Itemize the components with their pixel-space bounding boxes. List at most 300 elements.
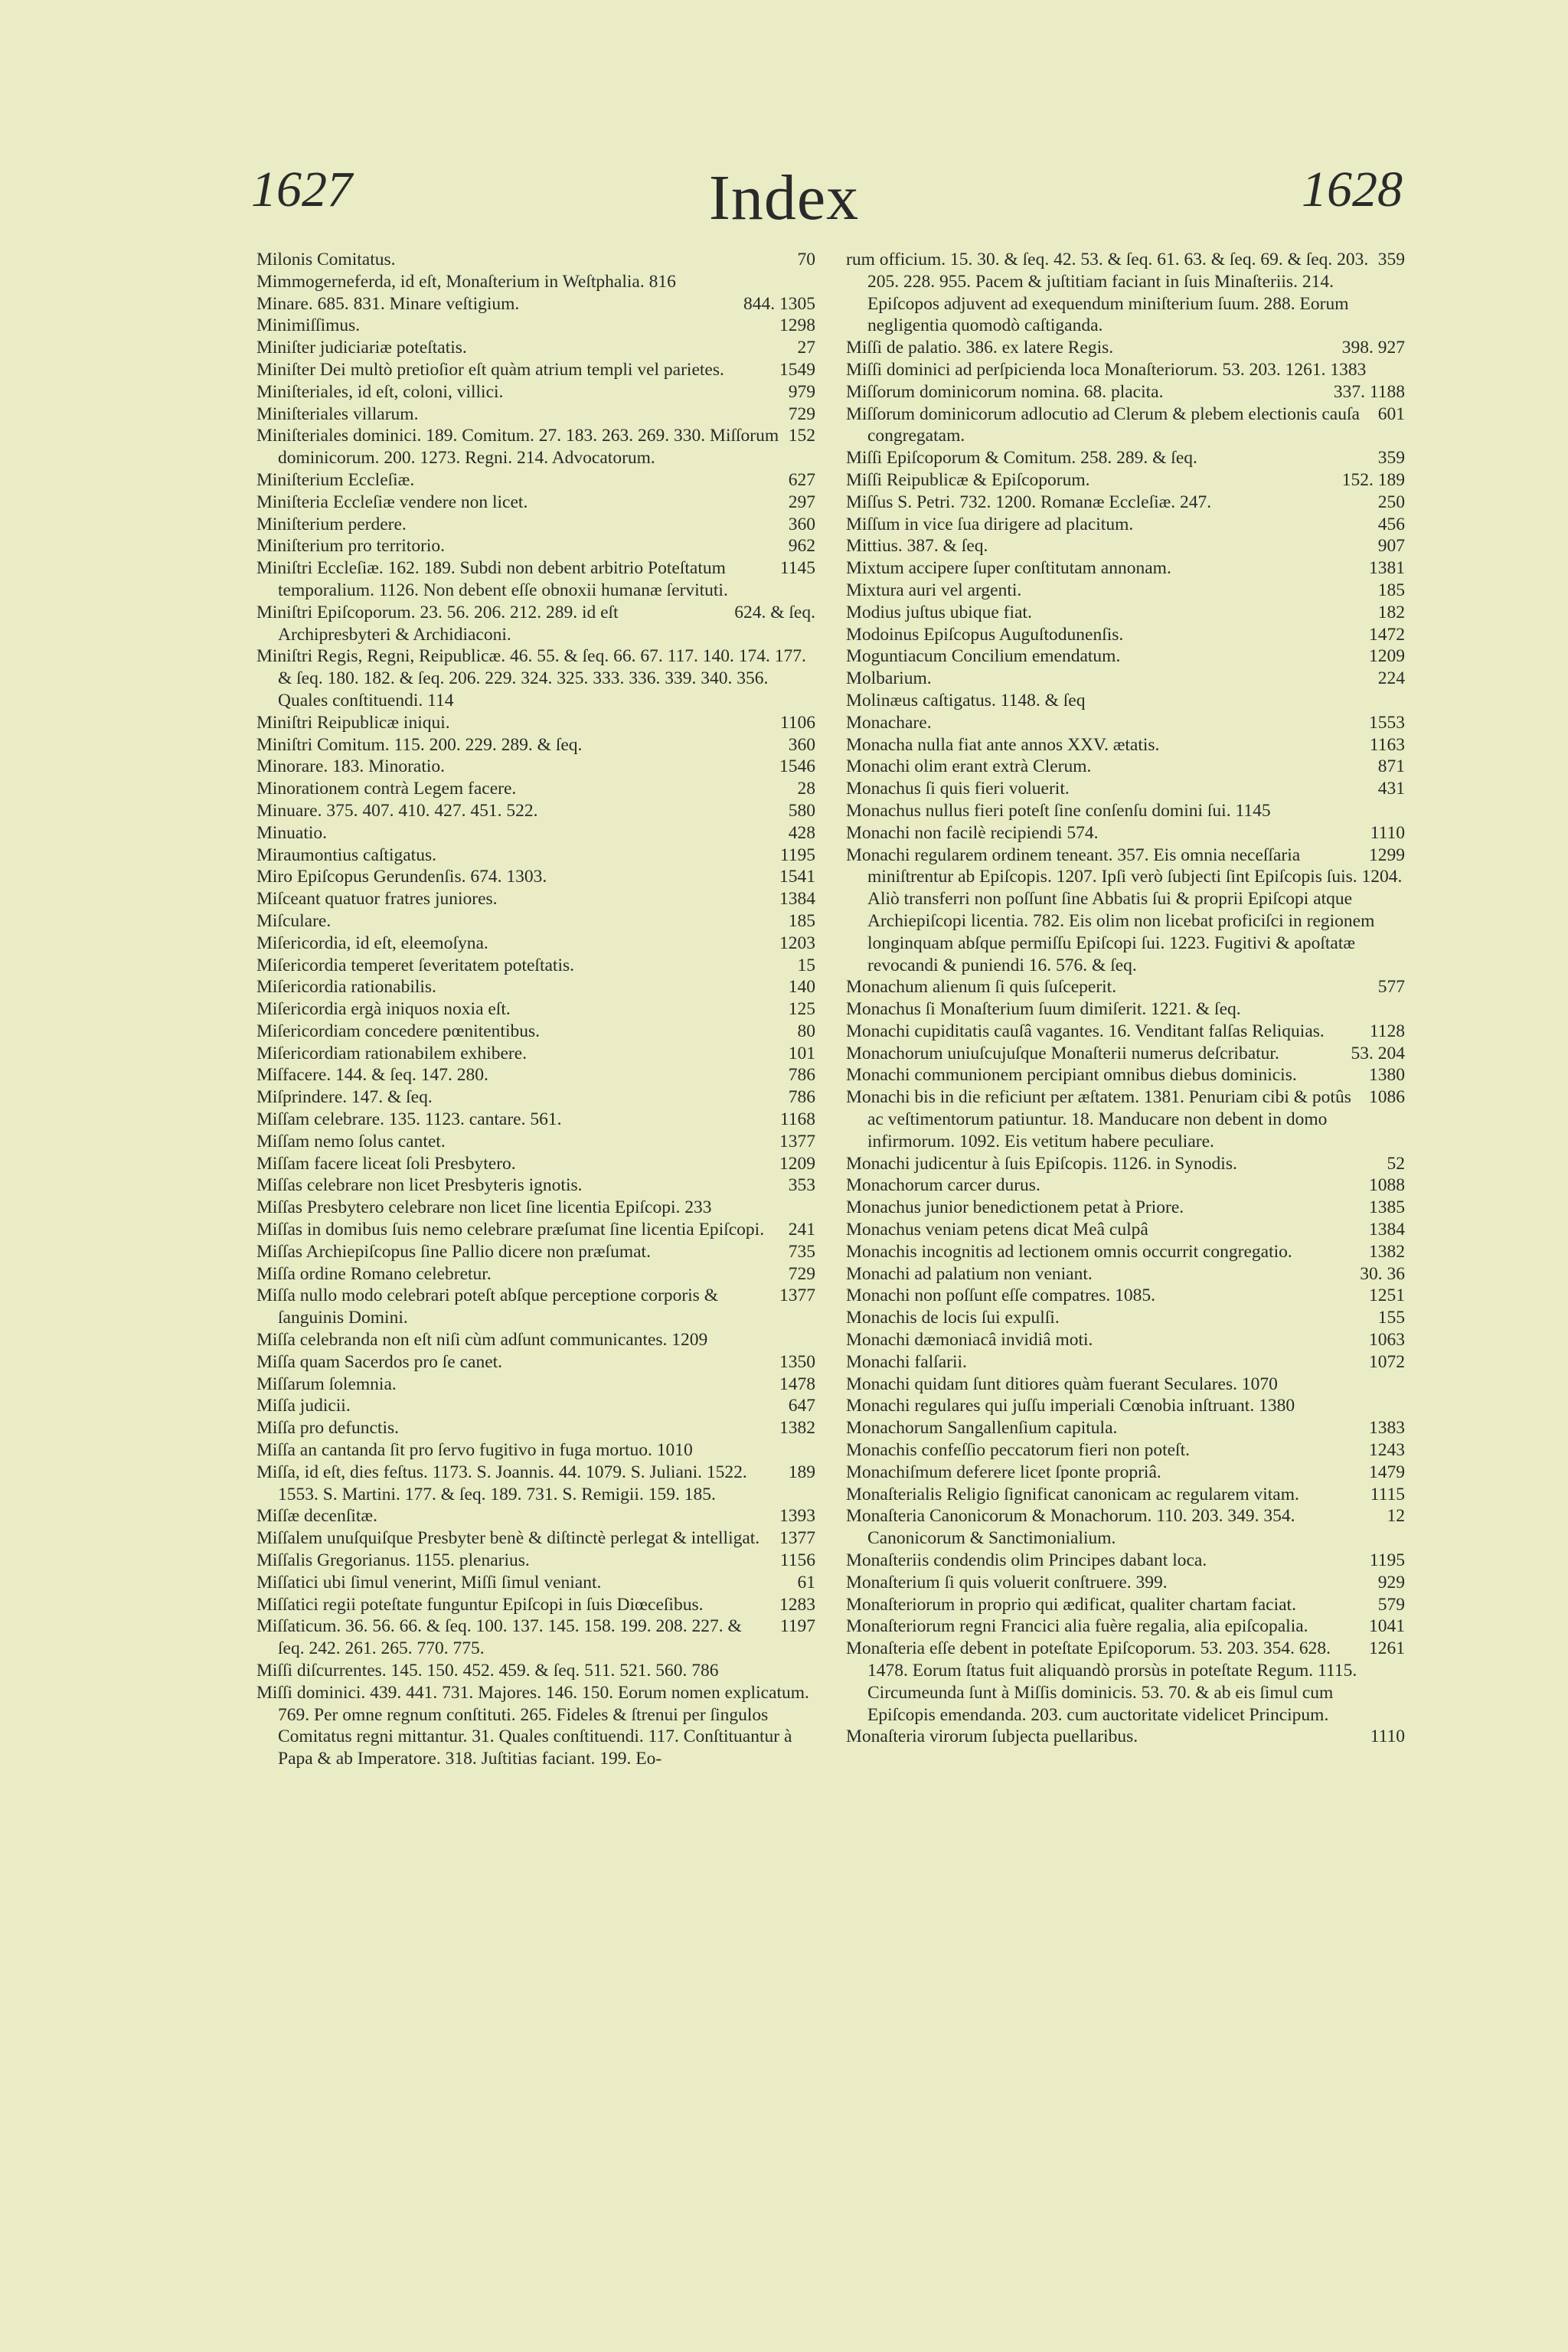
index-entry — [846, 1285, 1405, 1307]
index-entry-text: Monaſteria Canonicorum & Monachorum. 110. 203. 349. 354. Canonicorum & Sanctimonialium. — [846, 1506, 1295, 1549]
index-entry-text: Miſſas celebrare non licet Presbyteris ignotis. — [256, 1175, 583, 1196]
index-entry — [256, 955, 815, 977]
index-entry-text: Milonis Comitatus. — [256, 250, 396, 270]
index-entry-pages: 1350 — [779, 1351, 815, 1372]
index-entry — [256, 1064, 815, 1086]
index-entry — [256, 1505, 815, 1527]
index-entry-pages: 735 — [788, 1241, 815, 1262]
index-entry — [846, 580, 1405, 602]
index-entry-text: Miſſam celebrare. 135. 1123. cantare. 561. — [256, 1109, 562, 1130]
index-entry-text: Miſſa celebranda non eſt niſi cùm adſunt communicantes. 1209 — [256, 1330, 708, 1351]
index-entry — [846, 1086, 1405, 1152]
index-entry-text: Monachus ſi quis fieri voluerit. — [846, 779, 1070, 799]
index-entry-pages: 1393 — [779, 1506, 815, 1527]
index-entry-pages: 1110 — [1370, 822, 1405, 843]
index-entry-text: Monachi falſarii. — [846, 1351, 967, 1372]
index-entry-text: Miſſæ decenſitæ. — [256, 1506, 377, 1527]
index-entry — [256, 315, 815, 337]
index-entry-pages: 1553 — [1369, 712, 1405, 733]
index-entry-text: Miſericordia ergà iniquos noxia eſt. — [256, 999, 511, 1020]
index-entry — [846, 1572, 1405, 1594]
index-entry-pages: 1384 — [1369, 1220, 1405, 1240]
index-entry-pages: 360 — [788, 514, 815, 534]
index-entry-pages: 979 — [788, 381, 815, 402]
index-entry-pages: 101 — [788, 1043, 815, 1063]
index-entry-pages: 579 — [1377, 1594, 1405, 1615]
index-entry-text: Miſſi dominici. 439. 441. 731. Majores. 146. 150. Eorum nomen explicatum. 769. Per omne regnum conſtituti. 265. Fideles & ſtrenui per ſingulos Comitatus regni mittantur. 31. Quales conſtituendi. 117. Conſtituantur à Papa & ab Imperatore. 318. Juſtitias faciant. 199. Eo- — [256, 1682, 809, 1769]
index-entry-text: Monachi bis in die reficiunt per æſtatem. 1381. Penuriam cibi & potûs ac veſtimentorum patiuntur. 18. Manducare non debent in domo infirmorum. 1092. Eis vetitum habere peculiare. — [846, 1087, 1351, 1152]
index-entry-pages: 27 — [797, 338, 815, 358]
index-entry-pages: 1299 — [1369, 844, 1405, 865]
index-entry-pages: 647 — [788, 1396, 815, 1416]
index-entry — [256, 1351, 815, 1374]
index-entry — [256, 492, 815, 514]
index-entry-pages: 61 — [797, 1572, 815, 1592]
index-entry-text: Monachi regularem ordinem teneant. 357. Eis omnia neceſſaria miniſtrentur ab Epiſcopis. 1207. Ipſi verò ſubjecti ſint Epiſcopis ſuis. 1204. Aliò transferri non poſſunt ſine Abbatis ſui & proprii Epiſcopi atque Archiepiſcopi licentia. 782. Eis olim non licebat proficiſci in regionem longinquam abſque permiſſu Epiſcopi ſui. 1223. Fugitivi & apoſtatæ revocandi & puniendi 16. 576. & ſeq. — [846, 844, 1403, 975]
index-entry-pages: 224 — [1377, 668, 1405, 689]
index-entry — [256, 1417, 815, 1439]
index-entry — [256, 1329, 815, 1351]
index-entry — [256, 800, 815, 822]
index-entry-text: Miſprindere. 147. & ſeq. — [256, 1087, 433, 1108]
index-entry — [846, 668, 1405, 690]
index-entry-text: Miniſteriales dominici. 189. Comitum. 27. 183. 263. 269. 330. Miſſorum dominicorum. 200. 1273. Regni. 214. Advocatorum. — [256, 426, 779, 469]
index-entry-text: Minorare. 183. Minoratio. — [256, 756, 446, 777]
index-entry-pages: 398. 927 — [1341, 338, 1405, 358]
index-entry-pages: 786 — [788, 1087, 815, 1108]
index-entry — [256, 778, 815, 800]
index-entry-text: Monachi cupiditatis cauſâ vagantes. 16. Venditant falſas Reliquias. — [846, 1021, 1325, 1041]
index-entry-pages: 1209 — [1369, 646, 1405, 667]
index-entry-text: Miniſteriales, id eſt, coloni, villici. — [256, 381, 504, 402]
index-entry — [256, 1263, 815, 1285]
index-entry — [846, 1550, 1405, 1572]
index-entry — [256, 1086, 815, 1109]
index-entry — [256, 1174, 815, 1197]
index-entry — [846, 1174, 1405, 1197]
index-entry-text: Miſſaticum. 36. 56. 66. & ſeq. 100. 137. 145. 158. 199. 208. 227. & ſeq. 242. 261. 265. 770. 775. — [256, 1616, 742, 1659]
index-entry-text: Molinæus caſtigatus. 1148. & ſeq — [846, 690, 1086, 710]
index-entry-text: Miniſtri Reipublicæ iniqui. — [256, 712, 450, 733]
index-entry-text: Mixtura auri vel argenti. — [846, 580, 1022, 600]
index-entry-pages: 1115 — [1370, 1484, 1405, 1504]
index-entry-text: Miſericordia, id eſt, eleemoſyna. — [256, 933, 488, 953]
index-entry — [256, 381, 815, 403]
index-entry-pages: 155 — [1377, 1308, 1405, 1328]
index-entry-pages: 627 — [788, 469, 815, 490]
index-entry-text: Monachis confeſſio peccatorum fieri non poteſt. — [846, 1440, 1190, 1461]
index-entry-text: Minare. 685. 831. Minare veſtigium. — [256, 293, 520, 314]
index-entry — [846, 778, 1405, 800]
index-entry — [256, 712, 815, 734]
index-entry-text: Miſſalem unuſquiſque Presbyter benè & diſtinctè perlegat & intelligat. — [256, 1528, 760, 1549]
index-entry-text: Miſſa pro defunctis. — [256, 1418, 400, 1439]
index-entry — [256, 249, 815, 271]
index-entry-pages: 1261 — [1369, 1638, 1405, 1659]
index-entry — [256, 1374, 815, 1396]
index-entry-text: Miſſum in vice ſua dirigere ad placitum. — [846, 514, 1134, 534]
index-entry-text: Miſſatici regii poteſtate funguntur Epiſcopi in ſuis Diœceſibus. — [256, 1594, 704, 1615]
index-entry-pages: 428 — [788, 822, 815, 843]
index-entry-text: Miſſus S. Petri. 732. 1200. Romanæ Eccleſiæ. 247. — [846, 492, 1212, 512]
index-entry-text: Mimmogerneferda, id eſt, Monaſterium in Weſtphalia. 816 — [256, 271, 676, 292]
index-entry-text: Miſſa an cantanda ſit pro ſervo fugitivo in fuga mortuo. 1010 — [256, 1440, 693, 1461]
index-entry-pages: 1110 — [1370, 1726, 1405, 1747]
index-entry-text: Minuatio. — [256, 822, 328, 843]
index-entry-pages: 53. 204 — [1351, 1043, 1405, 1063]
index-entry-pages: 1128 — [1369, 1021, 1405, 1041]
index-entry-pages: 624. & ſeq. — [734, 602, 815, 622]
index-entry — [846, 1153, 1405, 1175]
index-entry-text: Monachus nullus fieri poteſt ſine conſenſu domini ſui. 1145 — [846, 800, 1271, 821]
index-entry — [846, 1374, 1405, 1396]
index-entry-pages: 1243 — [1369, 1440, 1405, 1461]
index-entry-text: Modoinus Epiſcopus Auguſtodunenſis. — [846, 624, 1124, 645]
page-title: Index — [708, 162, 860, 234]
index-entry-text: Miſſa nullo modo celebrari poteſt abſque perceptione corporis & ſanguinis Domini. — [256, 1285, 718, 1328]
index-entry-text: rum officium. 15. 30. & ſeq. 42. 53. & ſeq. 61. 63. & ſeq. 69. & ſeq. 203. 205. 228. 955. Pacem & juſtitiam faciant in ſuis Minaſteriis. 214. Epiſcopos adjuvent ad exequendum miniſterium ſuum. 288. Eorum negligentia quomodò caſtiganda. — [846, 250, 1369, 336]
index-entry — [256, 557, 815, 602]
index-entry — [256, 535, 815, 557]
index-entry — [846, 492, 1405, 514]
index-entry — [256, 1550, 815, 1572]
index-entry-pages: 30. 36 — [1360, 1263, 1405, 1284]
index-entry — [256, 403, 815, 426]
index-entry-pages: 786 — [788, 1065, 815, 1086]
index-entry — [846, 1594, 1405, 1616]
index-entry — [846, 645, 1405, 668]
index-entry — [256, 1131, 815, 1153]
index-entry-pages: 1377 — [779, 1285, 815, 1306]
index-entry — [846, 734, 1405, 756]
index-entry — [256, 1439, 815, 1462]
index-entry-text: Miſſi Epiſcoporum & Comitum. 258. 289. & ſeq. — [846, 448, 1197, 469]
index-entry-pages: 125 — [788, 999, 815, 1020]
index-entry — [846, 602, 1405, 624]
index-entry-text: Miſſi diſcurrentes. 145. 150. 452. 459. & ſeq. 511. 521. 560. 786 — [256, 1661, 719, 1681]
index-entry-text: Miſſa quam Sacerdos pro ſe canet. — [256, 1351, 503, 1372]
index-entry-pages: 80 — [797, 1021, 815, 1041]
index-entry-text: Miſculare. — [256, 910, 332, 931]
index-entry-pages: 70 — [797, 250, 815, 270]
index-entry-pages: 431 — [1377, 779, 1405, 799]
index-entry-text: Miſſorum dominicorum nomina. 68. placita. — [846, 381, 1164, 402]
index-entry — [846, 535, 1405, 557]
index-entry — [846, 822, 1405, 844]
index-entry-text: Monachi regulares qui juſſu imperiali Cœnobia inſtruant. 1380 — [846, 1396, 1295, 1416]
index-entry — [846, 1439, 1405, 1462]
index-entry-text: Miſſi de palatio. 386. ex latere Regis. — [846, 338, 1114, 358]
index-entry — [256, 1594, 815, 1616]
index-entry — [256, 1043, 815, 1065]
index-entry-text: Miſſalis Gregorianus. 1155. plenarius. — [256, 1550, 530, 1571]
index-entry-pages: 359 — [1377, 250, 1405, 270]
index-entry-text: Monaſteria eſſe debent in poteſtate Epiſcoporum. 53. 203. 354. 628. 1478. Eorum ſtatus fuit aliquandò prorsùs in poteſtate Regum. 1115. Circumeunda ſunt à Miſſis dominicis. 53. 70. & ab eis ſimul cum Epiſcopis emendanda. 203. cum auctoritate videlicet Principum. — [846, 1638, 1357, 1725]
index-entry-text: Monachi ad palatium non veniant. — [846, 1263, 1093, 1284]
index-entry — [256, 469, 815, 492]
index-entry-pages: 1298 — [779, 315, 815, 336]
index-entry-pages: 189 — [788, 1462, 815, 1482]
index-entry-pages: 1088 — [1369, 1175, 1405, 1196]
index-entry — [846, 1505, 1405, 1550]
index-entry — [256, 844, 815, 867]
index-entry-text: Minorationem contrà Legem facere. — [256, 779, 517, 799]
index-entry-pages: 1086 — [1369, 1087, 1405, 1108]
index-entry — [846, 337, 1405, 359]
index-entry-pages: 1145 — [779, 558, 815, 579]
index-entry-pages: 1063 — [1369, 1330, 1405, 1351]
index-entry-pages: 250 — [1377, 492, 1405, 512]
index-entry — [256, 1462, 815, 1506]
index-entry-pages: 1106 — [779, 712, 815, 733]
index-entry-text: Molbarium. — [846, 668, 932, 689]
index-entry — [256, 1153, 815, 1175]
index-entry-text: Miſſi Reipublicæ & Epiſcoporum. — [846, 469, 1090, 490]
index-entry-pages: 1283 — [779, 1594, 815, 1615]
index-entry-pages: 297 — [788, 492, 815, 512]
index-entry-pages: 1546 — [779, 756, 815, 777]
index-entry-pages: 241 — [788, 1220, 815, 1240]
index-entry-text: Miniſtri Comitum. 115. 200. 229. 289. & ſeq. — [256, 734, 583, 755]
index-entry — [846, 447, 1405, 469]
index-entry — [256, 1109, 815, 1131]
index-entry-pages: 360 — [788, 734, 815, 755]
left-column — [256, 249, 815, 1770]
index-entry-text: Miniſtri Epiſcoporum. 23. 56. 206. 212. 289. id eſt Archipresbyteri & Archidiaconi. — [256, 602, 619, 645]
index-entry — [256, 1241, 815, 1263]
index-entry — [256, 1395, 815, 1417]
index-entry — [256, 1572, 815, 1594]
index-entry — [846, 1021, 1405, 1043]
index-entry-pages: 1041 — [1369, 1616, 1405, 1637]
index-entry-text: Miſericordiam rationabilem exhibere. — [256, 1043, 528, 1063]
index-entry-text: Monachiſmum deferere licet ſponte propriâ. — [846, 1462, 1161, 1482]
index-entry-text: Mixtum accipere ſuper conſtitutam annonam. — [846, 558, 1171, 579]
index-entry — [256, 645, 815, 711]
index-entry — [256, 998, 815, 1021]
index-entry — [846, 1219, 1405, 1241]
index-entry-text: Mittius. 387. & ſeq. — [846, 536, 988, 557]
index-entry-pages: 577 — [1377, 977, 1405, 998]
index-entry-text: Miſericordiam concedere pœnitentibus. — [256, 1021, 540, 1041]
index-entry — [256, 888, 815, 910]
index-entry-pages: 1385 — [1369, 1197, 1405, 1218]
index-entry-text: Miſericordia rationabilis. — [256, 977, 436, 998]
index-entry-text: Monachis de locis ſui expulſi. — [846, 1308, 1060, 1328]
index-entry-pages: 1381 — [1369, 558, 1405, 579]
index-entry-text: Miſſa, id eſt, dies feſtus. 1173. S. Joannis. 44. 1079. S. Juliani. 1522. 1553. S. Martini. 177. & ſeq. 189. 731. S. Remigii. 159. 185. — [256, 1462, 747, 1504]
index-entry — [256, 1615, 815, 1660]
index-entry — [846, 1726, 1405, 1748]
index-entry-pages: 1168 — [779, 1109, 815, 1130]
index-entry — [846, 1615, 1405, 1638]
index-entry — [256, 1682, 815, 1770]
index-entry — [256, 933, 815, 955]
index-entry-pages: 907 — [1377, 536, 1405, 557]
index-entry-pages: 580 — [788, 800, 815, 821]
index-entry-pages: 844. 1305 — [743, 293, 815, 314]
index-entry-text: Miſſas Presbytero celebrare non licet ſine licentia Epiſcopi. 233 — [256, 1197, 712, 1218]
index-entry — [846, 624, 1405, 646]
index-entry — [256, 1660, 815, 1682]
index-entry-text: Miſericordia temperet ſeveritatem poteſtatis. — [256, 955, 575, 975]
index-entry-text: Monachi judicentur à ſuis Epiſcopis. 1126. in Synodis. — [846, 1153, 1237, 1174]
index-entry — [846, 249, 1405, 337]
index-entry-pages: 1251 — [1369, 1285, 1405, 1306]
index-entry-text: Miniſterium Eccleſiæ. — [256, 469, 415, 490]
index-entry — [256, 359, 815, 381]
right-page-number: 1628 — [1302, 162, 1403, 217]
index-entry-text: Monachorum carcer durus. — [846, 1175, 1040, 1196]
index-entry-pages: 729 — [788, 1263, 815, 1284]
index-entry — [256, 602, 815, 646]
index-entry-text: Monaſteriis condendis olim Principes dabant loca. — [846, 1550, 1207, 1571]
index-entry-text: Miſſa ordine Romano celebretur. — [256, 1263, 492, 1284]
index-entry-text: Monaſterialis Religio ſignificat canonicam ac regularem vitam. — [846, 1484, 1299, 1504]
index-entry-text: Miſſatici ubi ſimul venerint, Miſſi ſimul veniant. — [256, 1572, 602, 1592]
index-entry-text: Miſſi dominici ad perſpicienda loca Monaſteriorum. 53. 203. 1261. 1383 — [846, 359, 1367, 380]
index-entry-pages: 359 — [1377, 448, 1405, 469]
index-entry-text: Monachi quidam ſunt ditiores quàm fuerant Seculares. 1070 — [846, 1374, 1278, 1394]
index-entry — [846, 1064, 1405, 1086]
index-entry-text: Monachis incognitis ad lectionem omnis occurrit congregatio. — [846, 1241, 1292, 1262]
index-entry-text: Monachi communionem percipiant omnibus diebus dominicis. — [846, 1065, 1297, 1086]
index-entry-pages: 15 — [797, 955, 815, 975]
index-entry — [846, 514, 1405, 536]
index-entry-pages: 1163 — [1369, 734, 1405, 755]
index-entry-pages: 1541 — [779, 867, 815, 887]
index-entry-text: Miſſam nemo ſolus cantet. — [256, 1131, 446, 1152]
index-entry — [256, 756, 815, 778]
index-entry — [846, 1329, 1405, 1351]
index-entry-text: Monachi dæmoniacâ invidiâ moti. — [846, 1330, 1093, 1351]
index-entry-text: Miſſa judicii. — [256, 1396, 351, 1416]
index-entry-text: Monaſterium ſi quis voluerit conſtruere. 399. — [846, 1572, 1168, 1592]
index-entry — [846, 381, 1405, 403]
index-entry-pages: 1380 — [1369, 1065, 1405, 1086]
index-entry — [846, 976, 1405, 998]
index-entry-text: Miniſterium pro territorio. — [256, 536, 446, 557]
index-entry-text: Minuare. 375. 407. 410. 427. 451. 522. — [256, 800, 538, 821]
index-entry — [846, 1307, 1405, 1329]
index-entry-text: Modius juſtus ubique fiat. — [846, 602, 1032, 622]
index-entry-pages: 185 — [1377, 580, 1405, 600]
index-entry — [256, 271, 815, 293]
index-entry — [846, 557, 1405, 580]
index-entry-pages: 28 — [797, 779, 815, 799]
index-entry — [846, 1241, 1405, 1263]
index-entry-text: Monachorum uniuſcujuſque Monaſterii numerus deſcribatur. — [846, 1043, 1279, 1063]
index-entry-text: Monaſteriorum in proprio qui ædificat, qualiter chartam faciat. — [846, 1594, 1296, 1615]
index-entry-text: Miro Epiſcopus Gerundenſis. 674. 1303. — [256, 867, 547, 887]
index-entry — [256, 1197, 815, 1219]
index-entry — [846, 1351, 1405, 1374]
index-entry-pages: 601 — [1377, 403, 1405, 424]
index-entry-pages: 1384 — [779, 889, 815, 910]
index-entry-text: Monaſteriorum regni Francici alia fuère regalia, alia epiſcopalia. — [846, 1616, 1308, 1637]
index-entry-text: Monachus ſi Monaſterium ſuum dimiſerit. 1221. & ſeq. — [846, 999, 1241, 1020]
index-entry-pages: 353 — [788, 1175, 815, 1196]
index-entry-text: Monacha nulla fiat ante annos XXV. ætatis. — [846, 734, 1160, 755]
index-entry-text: Miſſorum dominicorum adlocutio ad Clerum & plebem electionis cauſa congregatam. — [846, 403, 1360, 446]
index-entry-text: Miniſteria Eccleſiæ vendere non licet. — [256, 492, 528, 512]
index-entry-text: Miniſtri Eccleſiæ. 162. 189. Subdi non debent arbitrio Poteſtatum temporalium. 1126. Non debent eſſe obnoxii humanæ ſervituti. — [256, 558, 728, 600]
index-entry-pages: 152 — [788, 426, 815, 446]
index-entry-pages: 1472 — [1369, 624, 1405, 645]
index-entry-text: Miſſarum ſolemnia. — [256, 1374, 397, 1394]
index-entry-pages: 1383 — [1369, 1418, 1405, 1439]
index-entry — [846, 1484, 1405, 1506]
index-entry-pages: 52 — [1387, 1153, 1405, 1174]
index-entry — [256, 425, 815, 469]
index-entry-text: Monachi non facilè recipiendi 574. — [846, 822, 1099, 843]
index-entry — [846, 1638, 1405, 1726]
index-entry — [846, 469, 1405, 492]
index-entry-pages: 185 — [788, 910, 815, 931]
index-entry-pages: 456 — [1377, 514, 1405, 534]
index-entry-text: Miſſas Archiepiſcopus ſine Pallio dicere non præſumat. — [256, 1241, 651, 1262]
left-page-number: 1627 — [251, 162, 352, 217]
index-entry-pages: 1549 — [779, 359, 815, 380]
index-entry-text: Monachus veniam petens dicat Meâ culpâ — [846, 1220, 1148, 1240]
index-entry-pages: 1382 — [1369, 1241, 1405, 1262]
index-entry — [256, 866, 815, 888]
index-entry-pages: 1478 — [779, 1374, 815, 1394]
index-entry-text: Monachorum Sangallenſium capitula. — [846, 1418, 1118, 1439]
index-entry — [846, 403, 1405, 448]
index-entry-text: Moguntiacum Concilium emendatum. — [846, 646, 1121, 667]
index-entry-text: Miniſtri Regis, Regni, Reipublicæ. 46. 55. & ſeq. 66. 67. 117. 140. 174. 177. & ſeq. 180. 182. & ſeq. 206. 229. 324. 325. 333. 336. 339. 340. 356. Quales conſtituendi. 114 — [256, 646, 806, 710]
index-entry — [846, 359, 1405, 381]
index-entry-pages: 1195 — [779, 844, 815, 865]
index-entry-pages: 182 — [1377, 602, 1405, 622]
index-entry — [846, 756, 1405, 778]
index-entry-text: Miſceant quatuor fratres juniores. — [256, 889, 498, 910]
index-entry — [256, 1285, 815, 1329]
index-entry-pages: 729 — [788, 403, 815, 424]
index-entry-text: Miniſter Dei multò pretioſior eſt quàm atrium templi vel parietes. — [256, 359, 724, 380]
index-entry — [846, 844, 1405, 977]
index-entry-text: Miraumontius caſtigatus. — [256, 844, 436, 865]
index-entry-text: Minimiſſimus. — [256, 315, 361, 336]
index-entry — [256, 734, 815, 756]
index-entry-text: Miſſam facere liceat ſoli Presbytero. — [256, 1153, 516, 1174]
index-entry-pages: 962 — [788, 536, 815, 557]
index-entry — [256, 910, 815, 933]
index-entry-text: Monachare. — [846, 712, 932, 733]
index-entry — [256, 976, 815, 998]
index-entry-text: Monachum alienum ſi quis ſuſceperit. — [846, 977, 1117, 998]
index-entry-text: Miniſter judiciariæ poteſtatis. — [256, 338, 467, 358]
index-entry-pages: 929 — [1377, 1572, 1405, 1592]
index-entry-pages: 871 — [1377, 756, 1405, 777]
index-entry-pages: 1377 — [779, 1528, 815, 1549]
index-entry — [256, 1527, 815, 1550]
index-entry — [846, 1043, 1405, 1065]
right-column — [846, 249, 1405, 1748]
index-entry — [846, 998, 1405, 1021]
index-entry-pages: 1197 — [779, 1616, 815, 1637]
index-entry-pages: 12 — [1387, 1506, 1405, 1527]
index-entry — [846, 1417, 1405, 1439]
index-entry-text: Monachus junior benedictionem petat à Priore. — [846, 1197, 1184, 1218]
index-entry — [846, 1462, 1405, 1484]
index-entry — [846, 712, 1405, 734]
index-entry-text: Miſſas in domibus ſuis nemo celebrare præſumat ſine licentia Epiſcopi. — [256, 1220, 765, 1240]
index-entry-pages: 1377 — [779, 1131, 815, 1152]
index-entry — [846, 1263, 1405, 1285]
index-entry — [846, 800, 1405, 822]
